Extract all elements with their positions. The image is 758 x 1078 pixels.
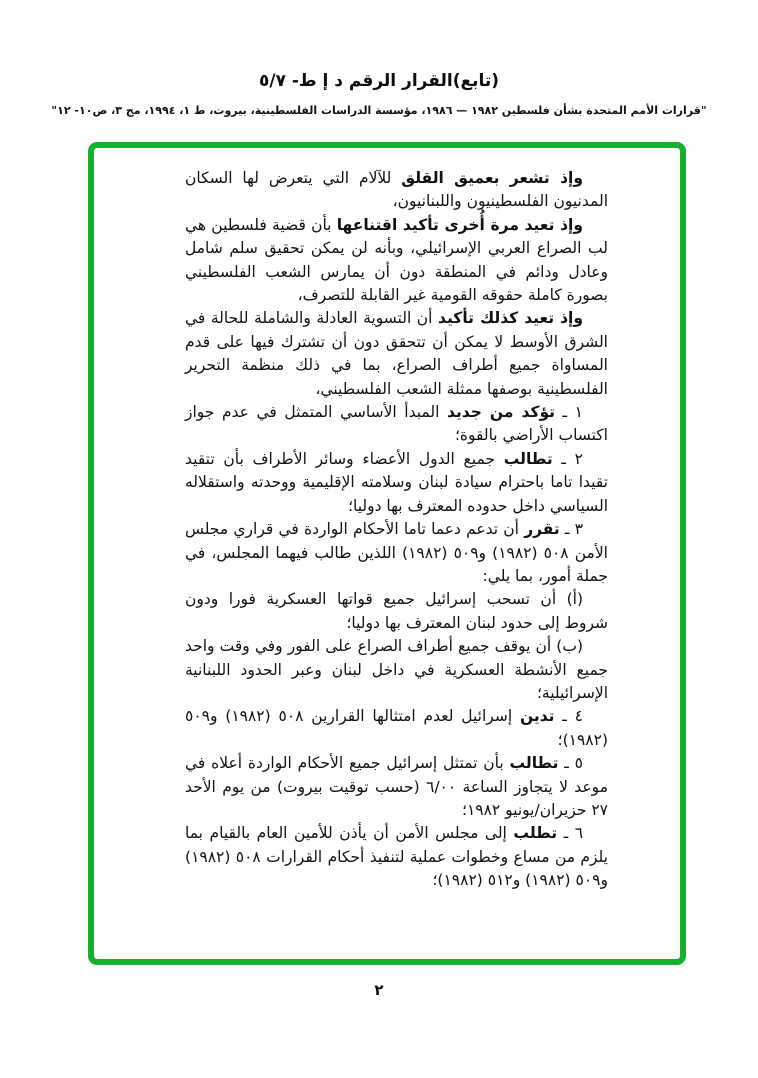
paragraph-text: جميع الدول الأعضاء وسائر الأطراف بأن تتقيد تقيدا تاما باحترام سيادة لبنان وسلامته الإقليمية ووحدته واستقلاله السياسي داخل حدوده المعترف بها دوليا؛	[185, 449, 608, 515]
paragraph-prefix: (أ)	[556, 590, 583, 609]
paragraph-lead: تطالب	[503, 449, 553, 468]
operative-paragraph-6	[185, 822, 608, 892]
subparagraph-a	[185, 588, 608, 635]
paragraph-text: أن تسحب إسرائيل جميع قواتها العسكرية فورا ودون شروط إلى حدود لبنان المعترف بها دوليا؛	[185, 590, 608, 632]
preambular-paragraph	[185, 167, 608, 214]
page-number: ٢	[374, 981, 384, 999]
paragraph-lead: تطالب	[509, 754, 559, 773]
resolution-body	[185, 167, 608, 893]
paragraph-prefix: ٣ ـ	[559, 520, 583, 539]
paragraph-text: إسرائيل لعدم امتثالها القرارين ٥٠٨ (١٩٨٢) و٥٠٩ (١٩٨٢)؛	[185, 707, 608, 749]
paragraph-text: بأن تمتثل إسرائيل جميع الأحكام الواردة أعلاه في موعد لا يتجاوز الساعة ٦/٠٠ (حسب توقيت بيروت) من يوم الأحد ٢٧ حزيران/يونيو ١٩٨٢؛	[185, 754, 608, 819]
operative-paragraph-1	[185, 401, 608, 448]
paragraph-lead: تدين	[519, 707, 555, 726]
paragraph-lead: وإذ تعيد مرة أُخرى تأكيد اقتناعها	[336, 215, 583, 234]
paragraph-lead: تؤكد من جديد	[446, 403, 555, 422]
operative-paragraph-5	[185, 752, 608, 822]
paragraph-text: إلى مجلس الأمن أن يأذن للأمين العام بالقيام بما يلزم من مساع وخطوات عملية لتنفيذ أحكام القرارات ٥٠٨ (١٩٨٢) و٥٠٩ (١٩٨٢) و٥١٢ (١٩٨٢)؛	[185, 824, 608, 890]
paragraph-prefix: ١ ـ	[555, 403, 583, 422]
paragraph-lead: تطلب	[513, 824, 558, 843]
operative-paragraph-2	[185, 448, 608, 518]
paragraph-prefix: ٢ ـ	[552, 449, 583, 468]
paragraph-prefix: ٤ ـ	[554, 707, 583, 726]
paragraph-lead: وإذ تعيد كذلك تأكيد	[438, 309, 583, 328]
paragraph-prefix: ٦ ـ	[557, 824, 584, 843]
paragraph-prefix: (ب)	[551, 637, 583, 656]
paragraph-text: للآلام التي يتعرض لها السكان المدنيون الفلسطينيون واللبنانيون،	[185, 169, 608, 211]
paragraph-text: المبدأ الأساسي المتمثل في عدم جواز اكتساب الأراضي بالقوة؛	[185, 403, 608, 445]
paragraph-text: بأن قضية فلسطين هي لب الصراع العربي الإسرائيلي، وبأنه لن يمكن تحقيق سلم شامل وعادل ودائم في المنطقة دون أن يمارس الشعب الفلسطيني بصورة كاملة حقوقه القومية غير القابلة للتصرف،	[185, 215, 608, 305]
paragraph-text: أن تدعم دعما تاما الأحكام الواردة في قراري مجلس الأمن ٥٠٨ (١٩٨٢) و٥٠٩ (١٩٨٢) اللذين طالب فيهما المجلس، في جملة أمور، بما يلي:	[185, 520, 608, 585]
preambular-paragraph	[185, 307, 608, 401]
paragraph-text: أن التسوية العادلة والشاملة للحالة في الشرق الأوسط لا يمكن أن تتحقق دون أن تشترك فيها على قدم المساواة جميع أطراف الصراع، بما في ذلك منظمة التحرير الفلسطينية بوصفها ممثلة الشعب الفلسطيني،	[185, 309, 608, 398]
operative-paragraph-3	[185, 518, 608, 588]
source-citation: "قرارات الأمم المتحدة بشأن فلسطين ١٩٨٢ — ١٩٨٦، مؤسسة الدراسات الفلسطينية، بيروت، ط ١، ١٩٩٤، مج ٣، ص١٠- ١٢"	[51, 104, 707, 117]
resolution-title: (تابع)القرار الرقم د إ ط- ٥/٧	[258, 71, 499, 91]
subparagraph-b	[185, 635, 608, 705]
preambular-paragraph	[185, 214, 608, 308]
operative-paragraph-4	[185, 705, 608, 752]
paragraph-lead: وإذ تشعر بعميق القلق	[401, 169, 583, 187]
paragraph-prefix: ٥ ـ	[558, 754, 583, 773]
paragraph-text: أن يوقف جميع أطراف الصراع على الفور وفي وقت واحد جميع الأنشطة العسكرية في داخل لبنان وعبر الحدود اللبنانية الإسرائيلية؛	[185, 637, 608, 702]
paragraph-lead: تقرر	[524, 520, 560, 539]
